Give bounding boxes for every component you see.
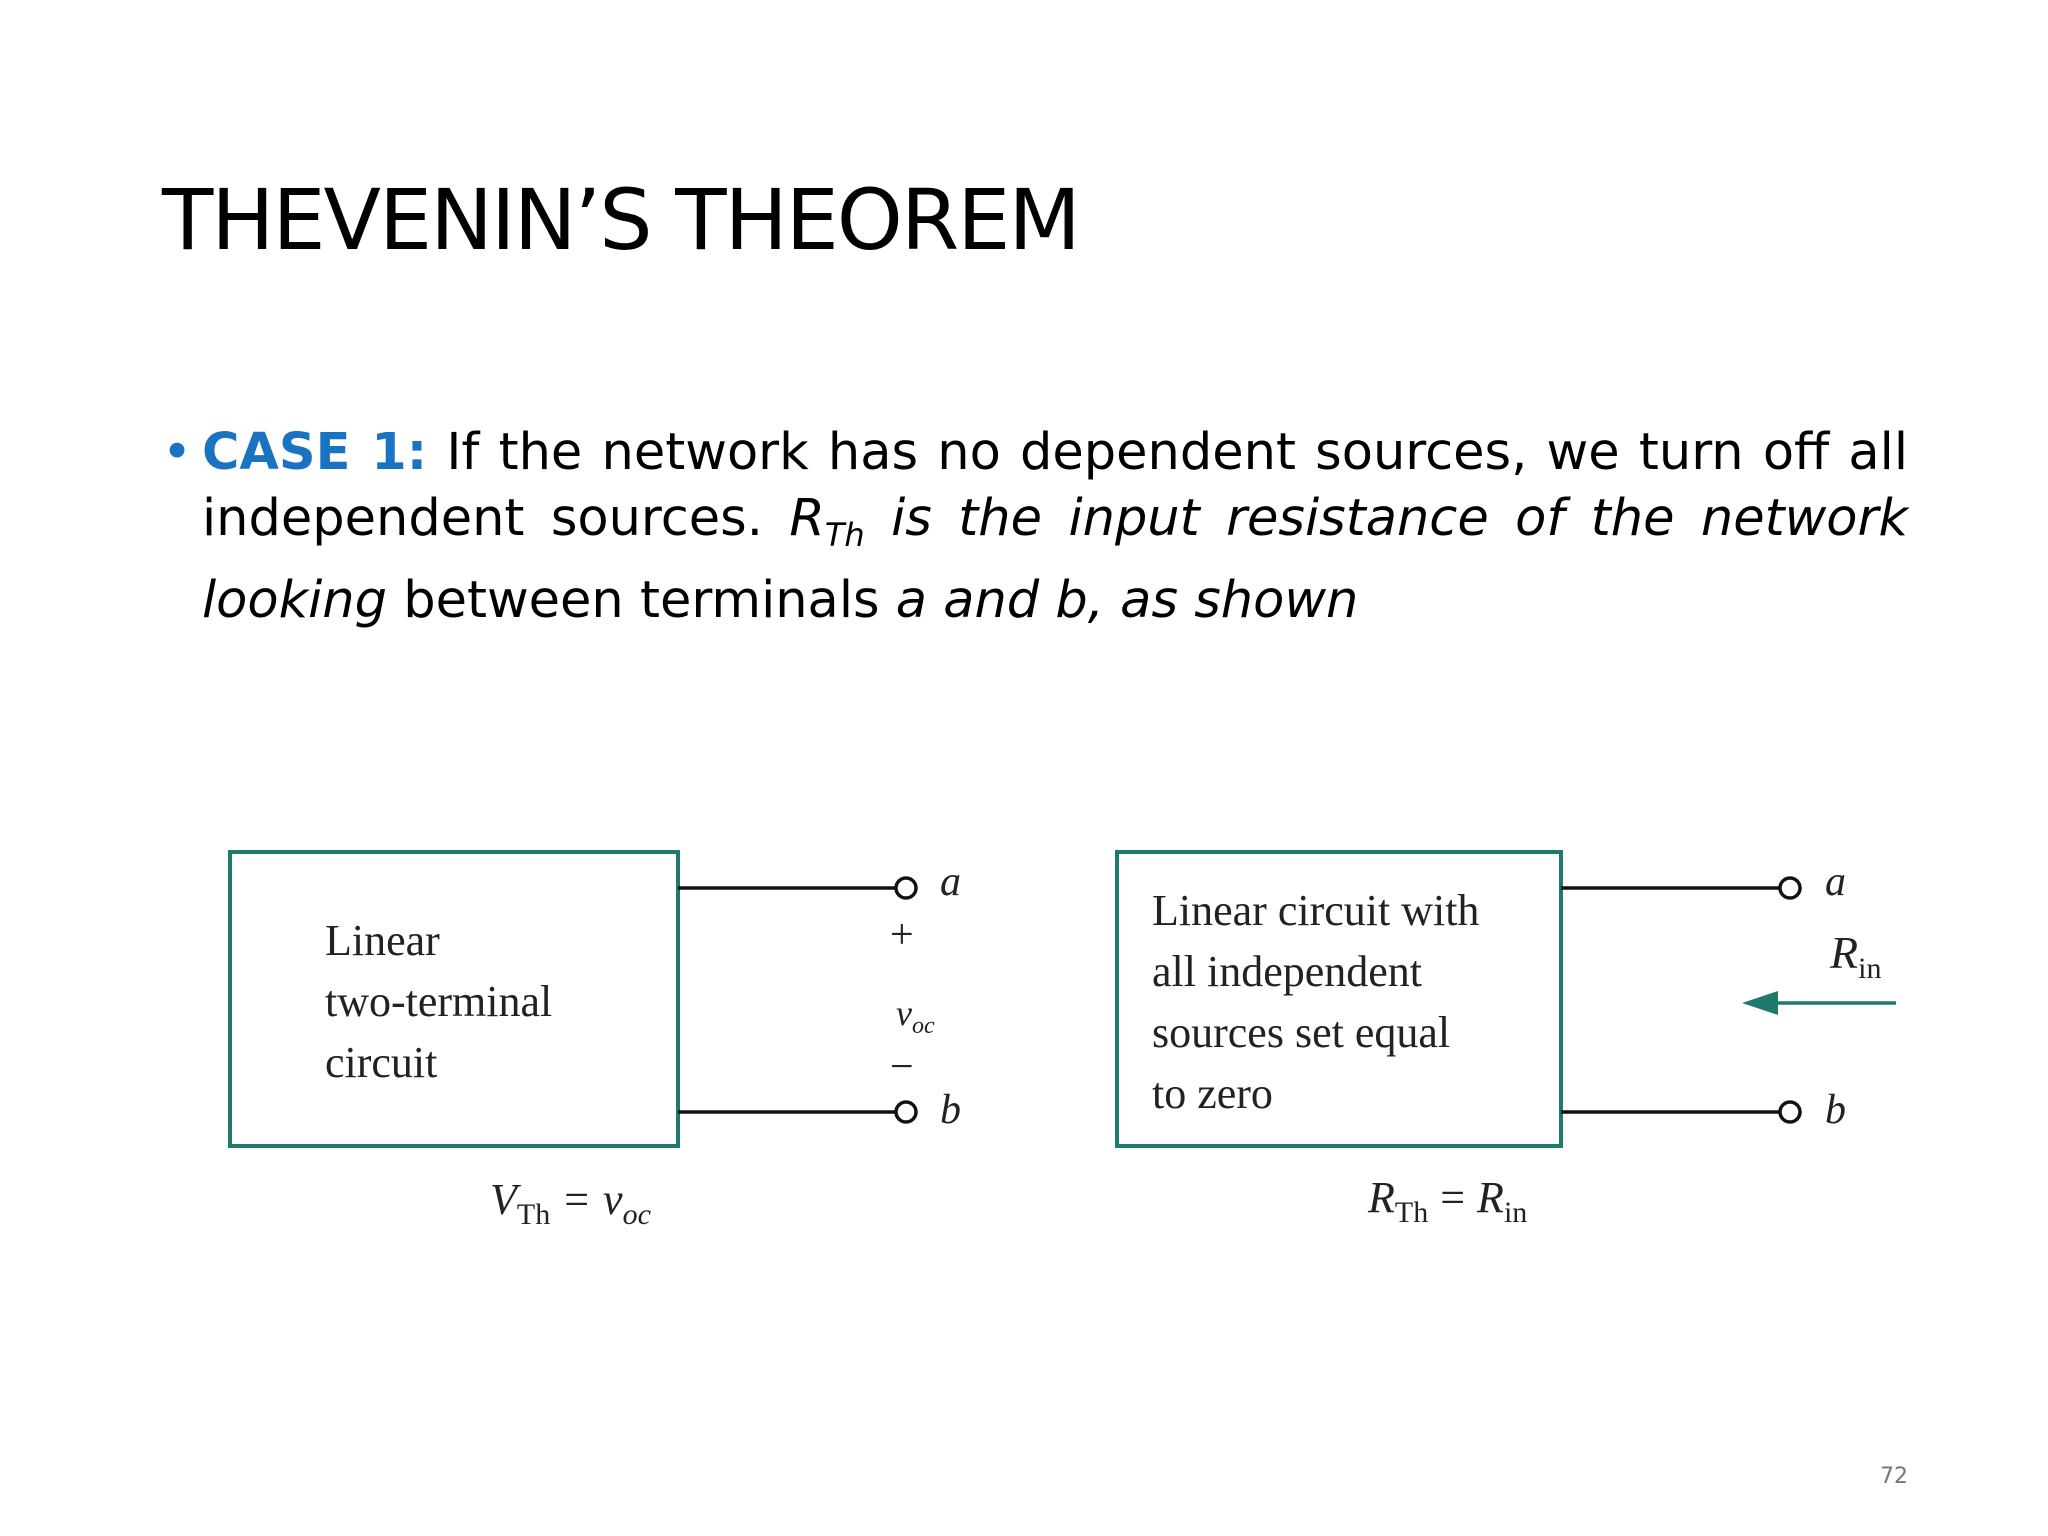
left-minus-sign: − — [890, 1044, 914, 1090]
left-voc-sub: oc — [911, 1013, 935, 1039]
slide-title: THEVENIN’S THEOREM — [162, 171, 1079, 269]
left-terminal-a-label: a — [940, 859, 961, 905]
rth-subscript: Th — [824, 516, 865, 555]
right-terminal-b-node — [1780, 1102, 1800, 1122]
right-terminal-a-node — [1780, 878, 1800, 898]
left-voc-v: v — [896, 993, 912, 1033]
rth-symbol: R — [789, 489, 825, 548]
left-caption — [490, 1175, 651, 1231]
bullet-text-part-3: between terminals — [386, 571, 896, 631]
left-terminal-b-node — [896, 1102, 916, 1122]
left-plus-sign: + — [890, 912, 914, 958]
right-terminal-a-label: a — [1825, 859, 1846, 905]
left-terminal-b-label: b — [940, 1087, 961, 1133]
left-voc-symbol — [896, 993, 935, 1039]
bullet-text-part-1: If the network has no dependent sources, we turn off all independent sources. — [202, 423, 1909, 548]
rin-label-sub: in — [1858, 952, 1882, 985]
left-caption-v: V — [490, 1175, 517, 1224]
right-caption-rhs: R — [1477, 1173, 1504, 1222]
bullet-text-part-4: a and b, as shown — [895, 571, 1359, 631]
right-box-text — [1152, 886, 1490, 1118]
right-box-line-2: all independent — [1152, 947, 1423, 996]
right-box-line-1: Linear circuit with — [1152, 886, 1480, 935]
right-box-line-4: to zero — [1152, 1069, 1273, 1118]
right-caption-r-sub: Th — [1394, 1196, 1429, 1229]
rin-arrow-head — [1742, 991, 1778, 1015]
left-terminal-a-node — [896, 878, 916, 898]
right-caption-r: R — [1368, 1173, 1395, 1222]
right-box-line-3: sources set equal — [1152, 1008, 1451, 1057]
left-caption-equals: = — [564, 1175, 590, 1224]
left-box-line-1: Linear — [325, 916, 440, 965]
rin-label — [1829, 927, 1881, 985]
right-caption-rhs-sub: in — [1503, 1196, 1528, 1229]
left-caption-v-sub: Th — [516, 1198, 551, 1231]
left-caption-rhs-sub: oc — [622, 1198, 651, 1231]
right-terminal-b-label: b — [1825, 1087, 1846, 1133]
bullet-text-part-2: is the input resistance of the network looking — [202, 489, 1909, 631]
left-box-line-2: two-terminal — [325, 977, 553, 1026]
left-box-line-3: circuit — [325, 1038, 438, 1087]
left-caption-rhs: v — [603, 1175, 623, 1224]
right-circuit — [1117, 852, 1896, 1229]
left-box-text — [325, 916, 563, 1087]
case-label: CASE 1: — [202, 423, 428, 482]
right-caption-equals: = — [1440, 1173, 1466, 1222]
bullet-marker: • — [162, 423, 193, 482]
rin-label-r: R — [1830, 927, 1859, 978]
page-number: 72 — [1880, 1464, 1908, 1489]
left-circuit — [230, 852, 961, 1231]
right-caption — [1367, 1173, 1527, 1229]
